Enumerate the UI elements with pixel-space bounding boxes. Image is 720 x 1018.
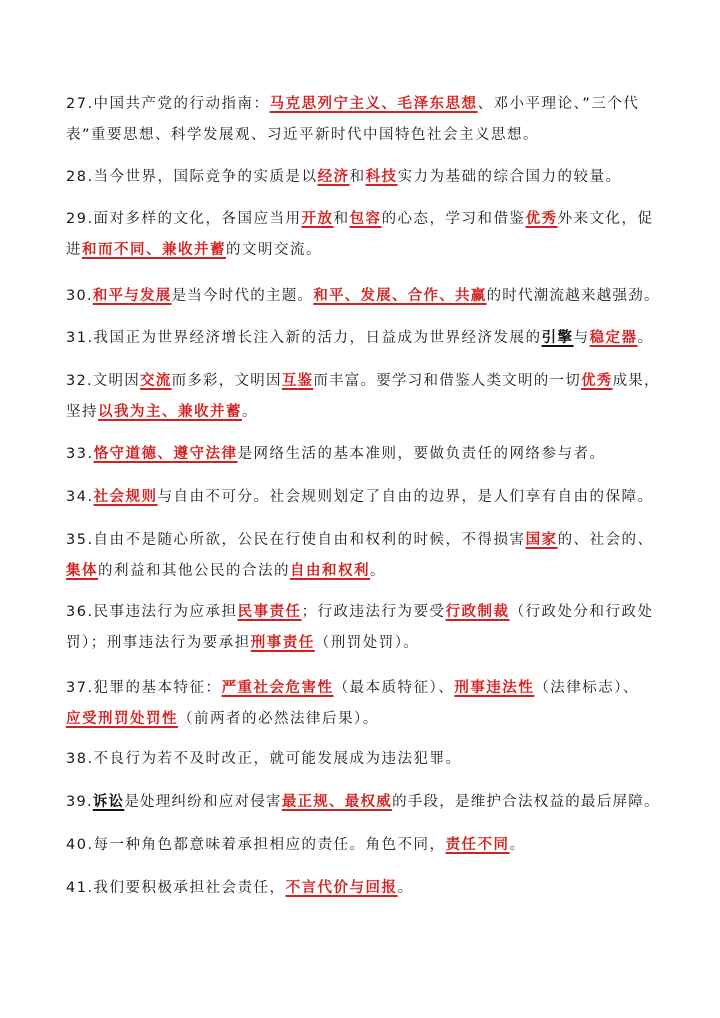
highlight-term: 稳定器 bbox=[589, 330, 638, 346]
item-31 bbox=[66, 323, 666, 354]
body-text: （刑罚处罚）。 bbox=[314, 635, 420, 651]
highlight-term: 国家 bbox=[525, 532, 558, 548]
item-37 bbox=[66, 673, 666, 735]
item-27 bbox=[66, 89, 666, 151]
body-text: 是网络生活的基本准则，要做负责任的网络参与者。 bbox=[237, 446, 606, 462]
body-text: 而多彩，文明因 bbox=[171, 373, 282, 389]
body-text: 的文明交流。 bbox=[226, 242, 322, 258]
highlight-term: 不言代价与回报 bbox=[285, 880, 398, 896]
body-text: （行政处分和行政处 bbox=[509, 604, 654, 620]
body-text: 的心态，学习和借鉴 bbox=[381, 211, 526, 227]
highlight-term: 和平与发展 bbox=[92, 288, 172, 304]
body-text: 29.面对多样的文化，各国应当用 bbox=[66, 211, 302, 227]
item-35 bbox=[66, 525, 666, 587]
item-36-line-2 bbox=[66, 628, 666, 659]
body-text: 28.当今世界，国际竞争的实质是以 bbox=[66, 169, 318, 185]
item-38 bbox=[66, 744, 666, 775]
item-36-line-1 bbox=[66, 597, 666, 628]
item-39-line-1 bbox=[66, 787, 666, 818]
body-text: 38.不良行为若不及时改正，就可能发展成为违法犯罪。 bbox=[66, 751, 462, 767]
highlight-term: 交流 bbox=[140, 373, 172, 389]
item-33-line-1 bbox=[66, 439, 666, 470]
item-33 bbox=[66, 439, 666, 470]
item-32 bbox=[66, 366, 666, 428]
highlight-term: 马克思列宁主义、毛泽东思想 bbox=[269, 96, 478, 112]
highlight-term: 责任不同 bbox=[445, 837, 510, 853]
body-text: 外来文化，促 bbox=[557, 211, 654, 227]
item-30 bbox=[66, 281, 666, 312]
key-term: 诉讼 bbox=[92, 794, 125, 810]
body-text: 和 bbox=[333, 211, 350, 227]
item-27-line-1 bbox=[66, 89, 666, 120]
body-text: 是当今时代的主题。 bbox=[171, 288, 314, 304]
item-29 bbox=[66, 204, 666, 266]
body-text: 进 bbox=[66, 242, 82, 258]
body-text: 36.民事违法行为应承担 bbox=[66, 604, 238, 620]
body-text: 与 bbox=[573, 330, 590, 346]
item-36 bbox=[66, 597, 666, 659]
body-text: 坚持 bbox=[66, 404, 98, 420]
item-41 bbox=[66, 873, 666, 904]
body-text: 表”重要思想、科学发展观、习近平新时代中国特色社会主义思想。 bbox=[66, 127, 540, 143]
highlight-term: 集体 bbox=[66, 563, 98, 579]
item-40-line-1 bbox=[66, 830, 666, 861]
body-text: （法律标志）、 bbox=[534, 680, 640, 696]
item-32-line-2 bbox=[66, 397, 666, 428]
highlight-term: 优秀 bbox=[581, 373, 613, 389]
body-text: 罚）；刑事违法行为要承担 bbox=[66, 635, 251, 651]
highlight-term: 自由和权利 bbox=[290, 563, 370, 579]
body-text: 41.我们要积极承担社会责任， bbox=[66, 880, 286, 896]
body-text: 37.犯罪的基本特征： bbox=[66, 680, 222, 696]
body-text: 40.每一种角色都意味着承担相应的责任。角色不同， bbox=[66, 837, 446, 853]
item-35-line-2 bbox=[66, 556, 666, 587]
item-28-line-1 bbox=[66, 162, 666, 193]
highlight-term: 以我为主、兼收并蓄 bbox=[98, 404, 242, 420]
body-text: 。 bbox=[637, 330, 654, 346]
item-31-line-1 bbox=[66, 323, 666, 354]
item-37-line-2 bbox=[66, 704, 666, 735]
body-text: 33. bbox=[66, 446, 94, 462]
body-text: 的手段，是维护合法权益的最后屏障。 bbox=[392, 794, 660, 810]
item-37-line-1 bbox=[66, 673, 666, 704]
highlight-term: 和而不同、兼收并蓄 bbox=[82, 242, 226, 258]
body-text: 。 bbox=[370, 563, 386, 579]
highlight-term: 刑事违法性 bbox=[454, 680, 535, 696]
body-text: 27.中国共产党的行动指南： bbox=[66, 96, 270, 112]
highlight-term: 民事责任 bbox=[237, 604, 302, 620]
body-text: 是处理纠纷和应对侵害 bbox=[124, 794, 282, 810]
body-text: 的、社会的、 bbox=[557, 532, 654, 548]
highlight-term: 和平、发展、合作、共赢 bbox=[313, 288, 487, 304]
item-40 bbox=[66, 830, 666, 861]
highlight-term: 经济 bbox=[317, 169, 350, 185]
body-text: 。 bbox=[397, 880, 414, 896]
highlight-term: 优秀 bbox=[525, 211, 558, 227]
body-text: 与自由不可分。社会规则划定了自由的边界，是人们享有自由的保障。 bbox=[157, 489, 654, 505]
item-34 bbox=[66, 482, 666, 513]
body-text: 30. bbox=[66, 288, 93, 304]
body-text: 的利益和其他公民的合法的 bbox=[98, 563, 290, 579]
item-39 bbox=[66, 787, 666, 818]
item-28 bbox=[66, 162, 666, 193]
body-text: （前两者的必然法律后果）。 bbox=[178, 711, 379, 727]
body-text: 34. bbox=[66, 489, 94, 505]
item-34-line-1 bbox=[66, 482, 666, 513]
body-text: 31.我国正为世界经济增长注入新的活力，日益成为世界经济发展的 bbox=[66, 330, 542, 346]
highlight-term: 严重社会危害性 bbox=[221, 680, 334, 696]
highlight-term: 最正规、最权威 bbox=[281, 794, 393, 810]
body-text: 32.文明因 bbox=[66, 373, 141, 389]
item-29-line-2 bbox=[66, 235, 666, 266]
item-27-line-2 bbox=[66, 120, 666, 151]
key-term: 引擎 bbox=[541, 330, 574, 346]
item-41-line-1 bbox=[66, 873, 666, 904]
body-text: 。 bbox=[242, 404, 258, 420]
body-text: 39. bbox=[66, 794, 93, 810]
body-text: 。 bbox=[509, 837, 526, 853]
item-29-line-1 bbox=[66, 204, 666, 235]
item-38-line-1 bbox=[66, 744, 666, 775]
body-text: 和 bbox=[349, 169, 366, 185]
highlight-term: 科技 bbox=[365, 169, 398, 185]
body-text: 的时代潮流越来越强劲。 bbox=[486, 288, 660, 304]
item-32-line-1 bbox=[66, 366, 666, 397]
highlight-term: 刑事责任 bbox=[250, 635, 315, 651]
body-text: 、邓小平理论、”三个代 bbox=[477, 96, 640, 112]
body-text: 而丰富。要学习和借鉴人类文明的一切 bbox=[313, 373, 582, 389]
highlight-term: 包容 bbox=[349, 211, 382, 227]
body-text: 35.自由不是随心所欲，公民在行使自由和权利的时候，不得损害 bbox=[66, 532, 526, 548]
item-35-line-1 bbox=[66, 525, 666, 556]
body-text: ；行政违法行为要受 bbox=[301, 604, 446, 620]
item-30-line-1 bbox=[66, 281, 666, 312]
highlight-term: 开放 bbox=[301, 211, 334, 227]
highlight-term: 社会规则 bbox=[93, 489, 158, 505]
highlight-term: 恪守道德、遵守法律 bbox=[93, 446, 238, 462]
highlight-term: 行政制裁 bbox=[445, 604, 510, 620]
body-text: （最本质特征）、 bbox=[333, 680, 455, 696]
body-text: 成果， bbox=[612, 373, 660, 389]
highlight-term: 应受刑罚处罚性 bbox=[66, 711, 178, 727]
body-text: 实力为基础的综合国力的较量。 bbox=[397, 169, 622, 185]
highlight-term: 互鉴 bbox=[281, 373, 314, 389]
